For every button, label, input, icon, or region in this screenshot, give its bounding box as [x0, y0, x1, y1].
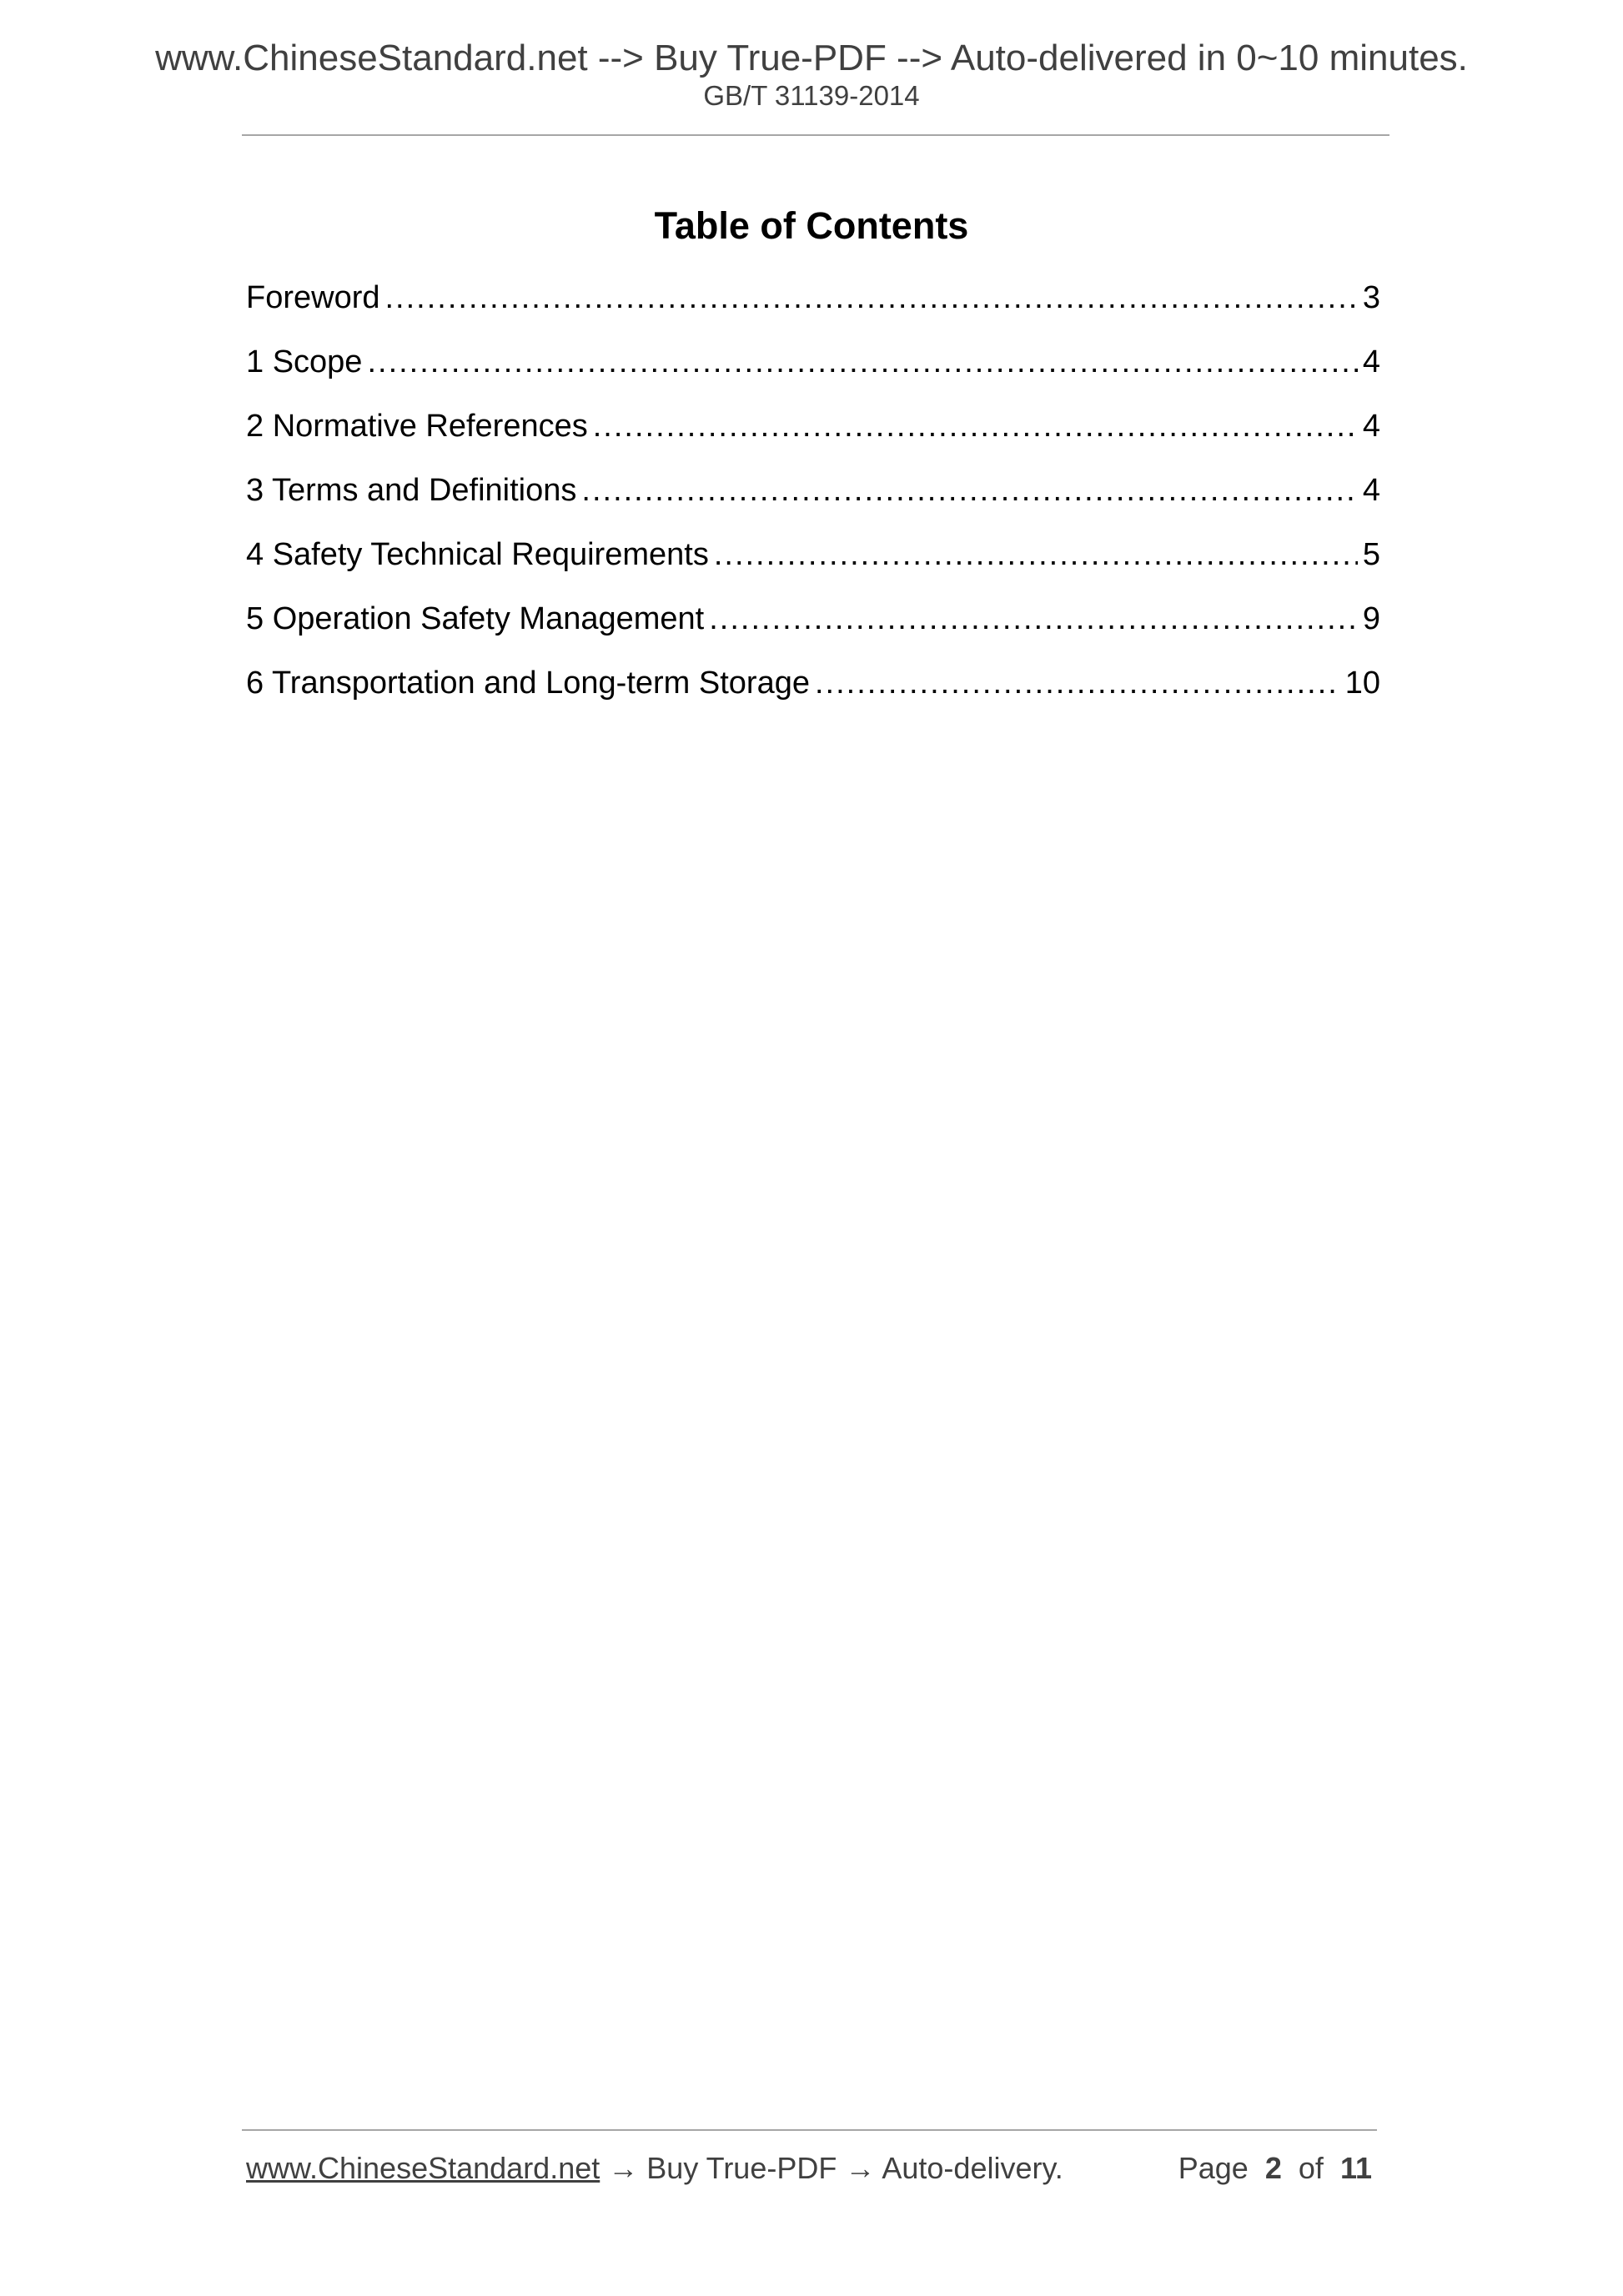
footer-divider: [242, 2129, 1377, 2131]
toc-dot-leader: [581, 475, 1357, 506]
toc-title: Table of Contents: [654, 204, 969, 247]
toc-entry-page: 4: [1362, 344, 1380, 379]
toc-entry-page: 5: [1362, 537, 1380, 572]
toc-entry-page: 9: [1362, 601, 1380, 636]
arrow-right-icon: →: [608, 2151, 639, 2185]
page-number: [1178, 2153, 1372, 2183]
footer-promo: [246, 2153, 1063, 2183]
toc-entry-terms-definitions[interactable]: [246, 475, 1380, 539]
footer-delivery-text: Auto-delivery.: [882, 2151, 1063, 2185]
toc-entry-label: 6 Transportation and Long-term Storage: [246, 666, 810, 701]
toc-entry-safety-technical-requirements[interactable]: [246, 539, 1380, 603]
page-word: Page: [1178, 2151, 1249, 2185]
toc-entry-foreword[interactable]: [246, 282, 1380, 346]
toc-dot-leader: [385, 282, 1358, 314]
toc-entry-label: 1 Scope: [246, 344, 363, 379]
toc-entry-normative-references[interactable]: [246, 410, 1380, 475]
toc-entry-label: 4 Safety Technical Requirements: [246, 537, 709, 572]
header-divider: [242, 134, 1389, 136]
toc-entry-label: 3 Terms and Definitions: [246, 473, 577, 508]
toc-dot-leader: [709, 603, 1358, 635]
arrow-right-icon: →: [845, 2151, 876, 2185]
toc-entry-label: Foreword: [246, 280, 380, 315]
footer-buy-text: Buy True-PDF: [646, 2151, 837, 2185]
toc-entry-scope[interactable]: [246, 346, 1380, 410]
toc-dot-leader: [367, 346, 1357, 378]
toc-entry-label: 2 Normative References: [246, 409, 588, 444]
of-word: of: [1298, 2151, 1324, 2185]
toc-entry-label: 5 Operation Safety Management: [246, 601, 705, 636]
toc-dot-leader: [593, 410, 1358, 442]
top-banner: www.ChineseStandard.net --> Buy True-PDF --> Auto-delivered in 0~10 minutes.: [155, 38, 1468, 78]
toc-dot-leader: [815, 667, 1340, 699]
total-pages: 11: [1339, 2151, 1372, 2185]
toc-dot-leader: [714, 539, 1358, 570]
toc-entry-page: 4: [1362, 409, 1380, 444]
toc-entry-page: 3: [1362, 280, 1380, 315]
toc-list: [246, 282, 1380, 731]
current-page: 2: [1264, 2151, 1282, 2185]
document-code: GB/T 31139-2014: [703, 80, 920, 111]
toc-entry-operation-safety-management[interactable]: [246, 603, 1380, 667]
toc-entry-transportation-storage[interactable]: [246, 667, 1380, 731]
toc-entry-page: 10: [1344, 666, 1380, 701]
toc-entry-page: 4: [1362, 473, 1380, 508]
footer-site-link[interactable]: www.ChineseStandard.net: [246, 2151, 600, 2185]
